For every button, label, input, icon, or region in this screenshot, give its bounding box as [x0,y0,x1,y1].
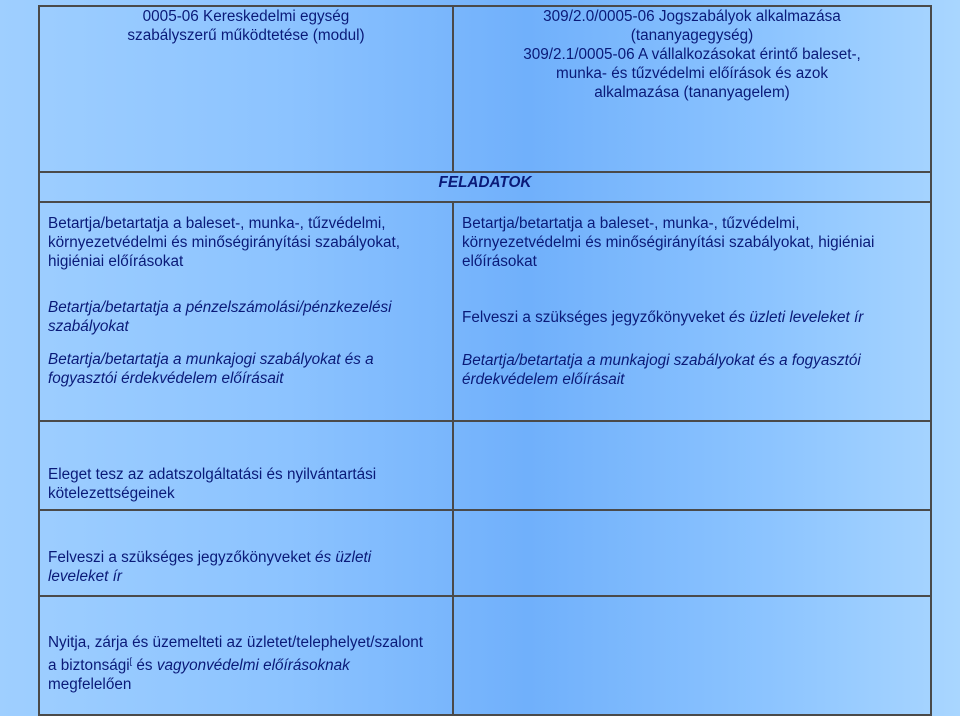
left-task-6-line1: Nyitja, zárja és üzemelteti az üzletet/telephelyet/szalont [48,634,423,651]
left-task-5-line2: leveleket ír [48,568,122,585]
left-task-1 [48,203,444,271]
right-task-2-italic: és üzleti leveleket ír [728,309,864,326]
left-task-1-line3: higiéniai előírásokat [48,253,184,270]
right-task-1-line3: előírásokat [462,253,537,270]
left-task-5-italic: és üzleti [314,549,372,566]
right-task-1-line1: Betartja/betartatja a baleset-, munka-, tűzvédelmi, [462,215,800,232]
module-title-cell [39,6,453,172]
element-title-line1: 309/2.1/0005-06 A vállalkozásokat érintő baleset-, [523,46,861,63]
left-task-5-text: Felveszi a szükséges jegyzőkönyveket [48,549,315,566]
left-task-1-line1: Betartja/betartatja a baleset-, munka-, tűzvédelmi, [48,215,386,232]
element-title-line3: alkalmazása (tananyagelem) [594,84,790,101]
left-task-5 [48,511,444,586]
unit-title-line2: (tananyagegység) [630,27,754,44]
left-task-cell-4 [39,421,453,510]
right-empty-cell-5 [453,510,931,596]
left-task-3-line2: fogyasztói érdekvédelem előírásait [48,370,284,387]
module-title-line1: 0005-06 Kereskedelmi egység [142,8,350,25]
left-task-cell-6 [39,596,453,715]
left-task-4-line2: kötelezettségeinek [48,485,175,502]
left-task-6-line3: megfelelően [48,676,132,693]
module-title-line2: szabályszerű működtetése (modul) [127,27,365,44]
left-task-6 [48,597,444,694]
footnote-mark: [ [129,656,133,666]
left-task-1-line2: környezetvédelmi és minőségirányítási szabályokat, [48,234,400,251]
left-task-4-line1: Eleget tesz az adatszolgáltatási és nyilvántartási [48,466,377,483]
left-task-2 [48,298,444,336]
right-task-1-line2: környezetvédelmi és minőségirányítási szabályokat, higiéniai [462,234,875,251]
element-title-line2: munka- és tűzvédelmi előírások és azok [555,65,829,82]
right-task-3-line2: érdekvédelem előírásait [462,371,625,388]
right-task-2-text: Felveszi a szükséges jegyzőkönyveket [462,309,729,326]
right-empty-cell-4 [453,421,931,510]
left-task-6-text: a biztonsági [48,657,130,674]
left-task-6-italic: vagyonvédelmi előírásoknak [156,657,350,674]
left-task-6-conj: és [132,657,157,674]
left-task-cell-5 [39,510,453,596]
left-task-3-line1: Betartja/betartatja a munkajogi szabályokat és a [48,351,374,368]
left-task-cell-1 [39,202,453,421]
right-task-3-line1: Betartja/betartatja a munkajogi szabályokat és a fogyasztói [462,352,861,369]
unit-title-cell [453,6,931,172]
right-task-2 [462,308,922,327]
left-task-2-line1: Betartja/betartatja a pénzelszámolási/pénzkezelési [48,299,392,316]
right-task-3 [462,351,922,389]
left-task-3 [48,350,444,388]
task-table [38,5,932,716]
tasks-heading: FELADATOK [39,172,931,202]
right-empty-cell-6 [453,596,931,715]
left-task-2-line2: szabályokat [48,318,129,335]
right-task-cell-1 [453,202,931,421]
unit-title-line1: 309/2.0/0005-06 Jogszabályok alkalmazása [543,8,841,25]
left-task-4 [48,422,444,503]
right-task-1 [462,203,922,271]
